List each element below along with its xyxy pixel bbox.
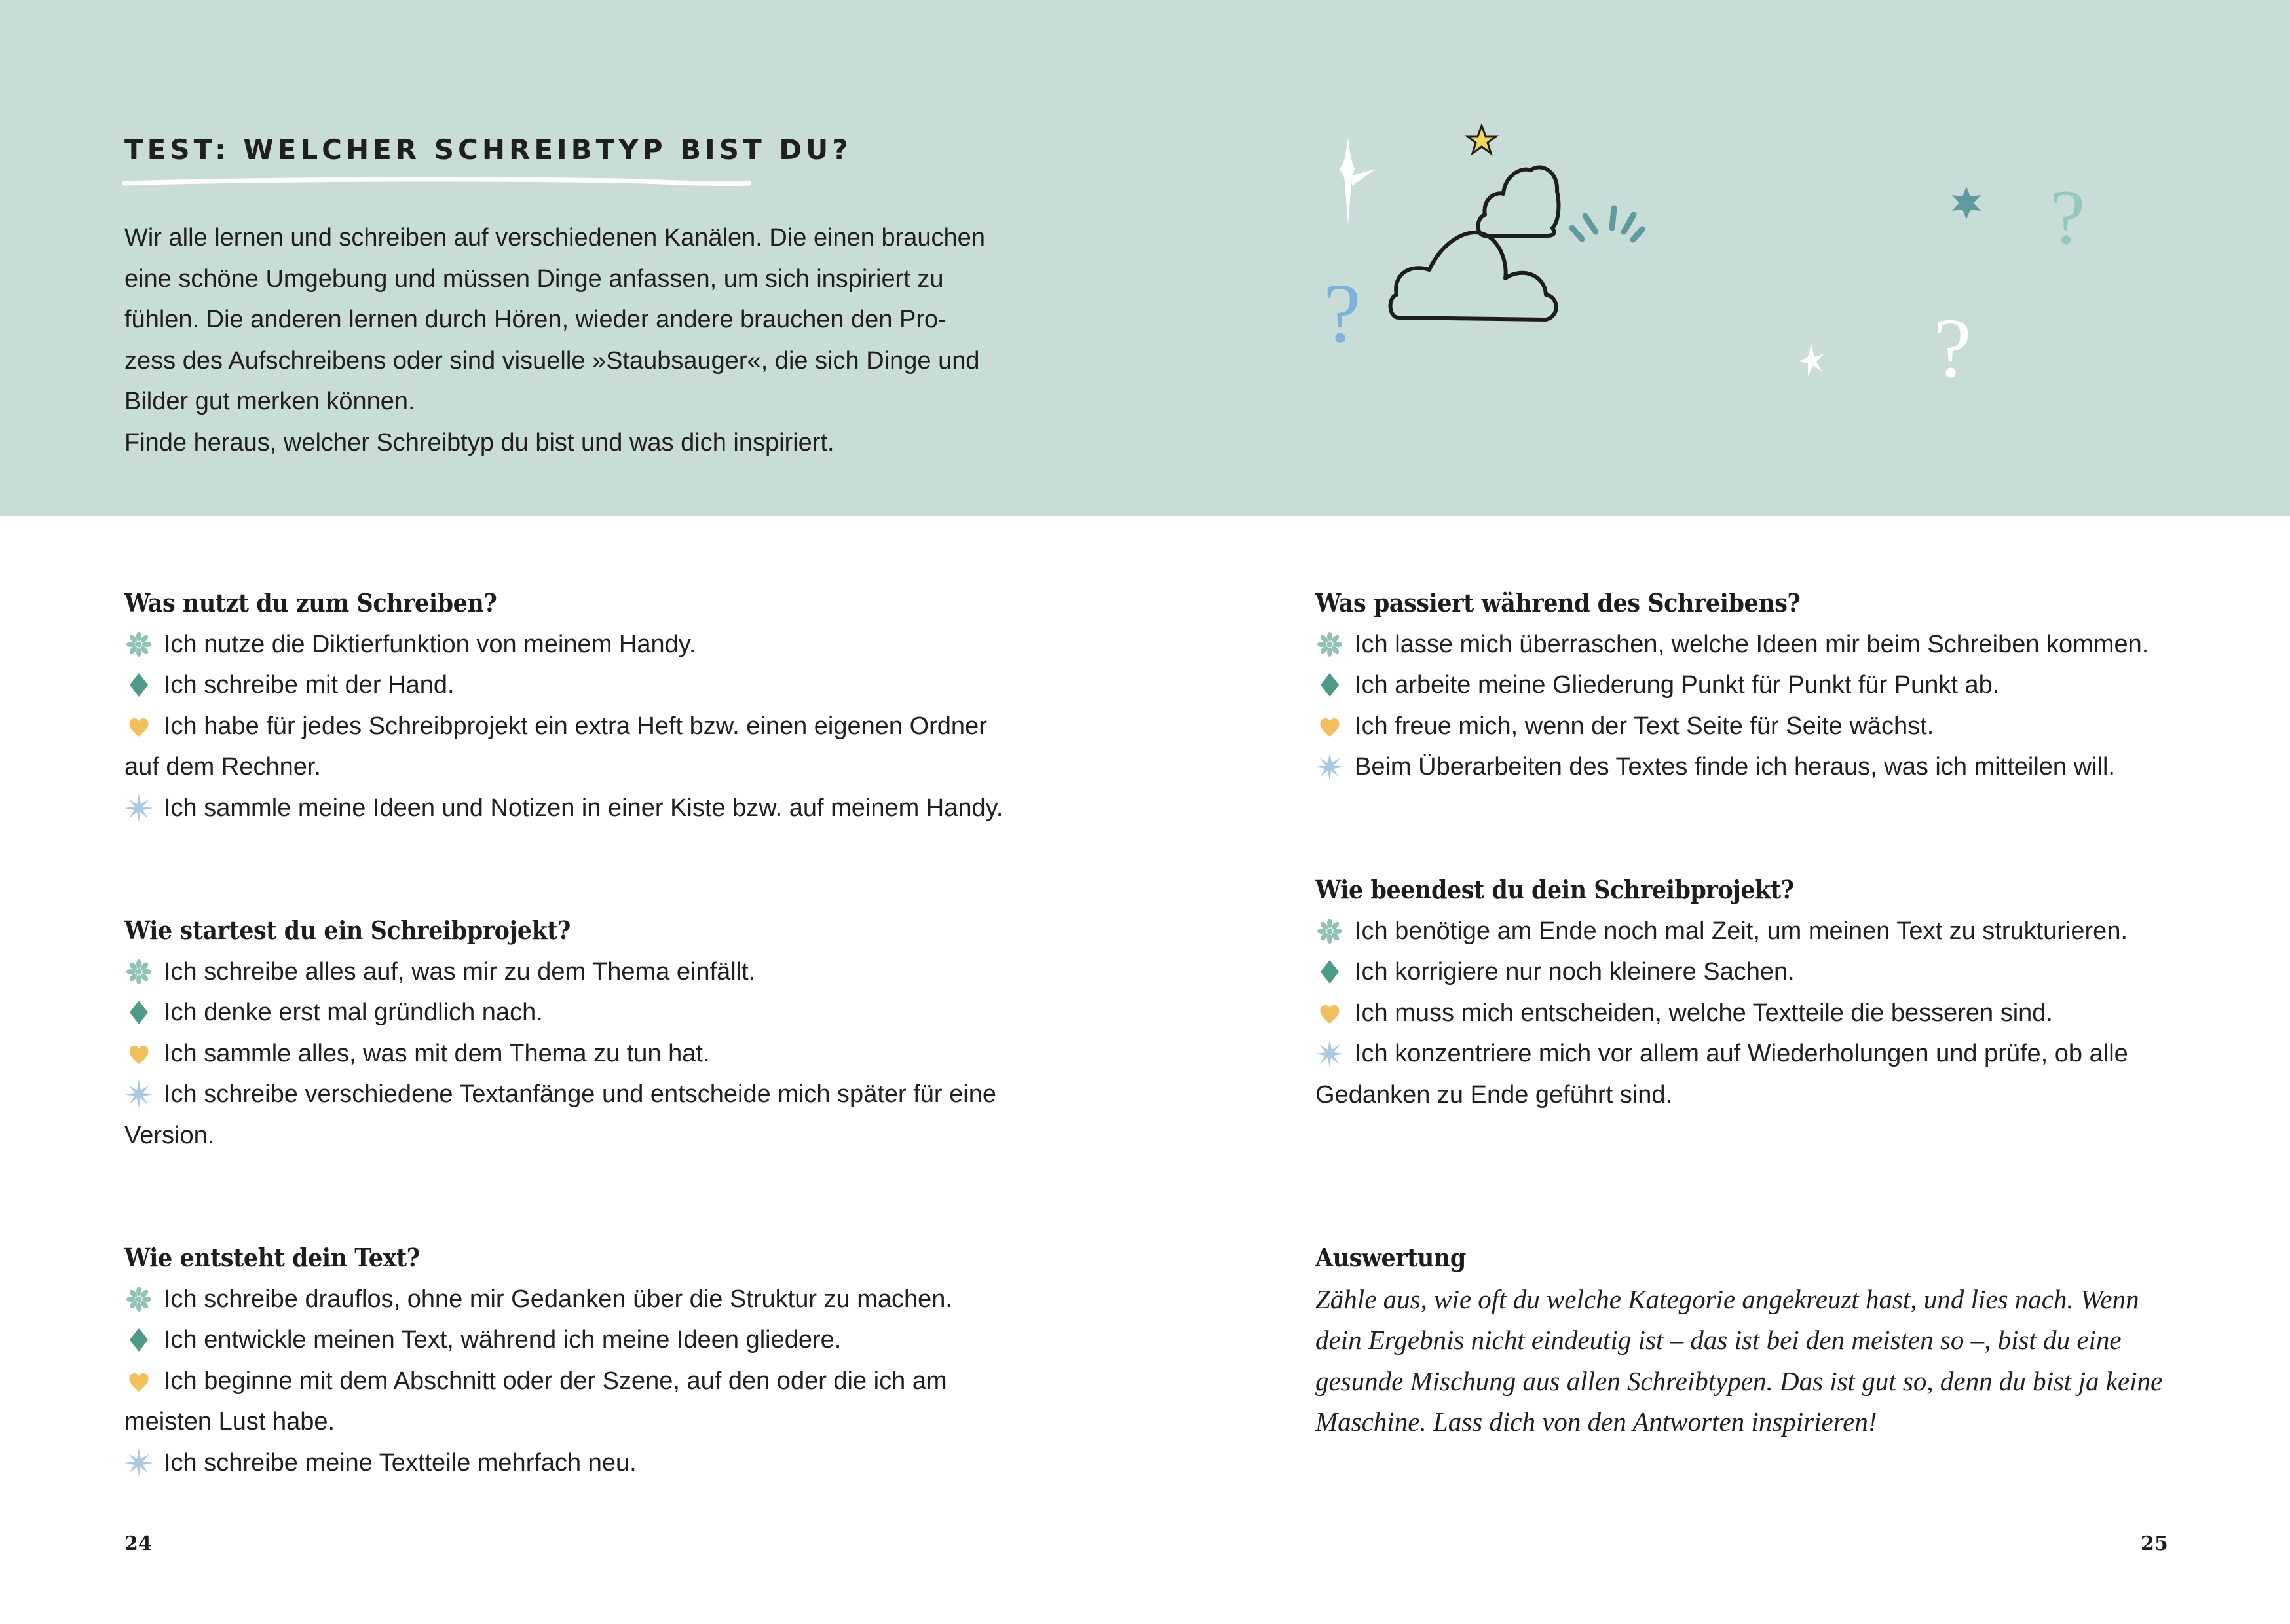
section-creation [124,1238,1055,1483]
diamond-icon [124,671,153,697]
section-evaluation [1315,1238,2187,1443]
option-flower[interactable]: Ich schreibe drauflos, ohne mir Gedanken über die Struktur zu machen. [124,1279,1055,1320]
cloud-small-icon [1478,167,1559,236]
question-mark-icon: ? [2050,174,2086,261]
intro-line: Wir alle lernen und schreiben auf verschiedenen Kanälen. Die einen brauchen [124,224,985,251]
question-mark-icon: ? [1323,267,1361,361]
question-mark-icon: ? [1934,301,1972,393]
page-number-right: 25 [2141,1532,2168,1555]
intro-line: Finde heraus, welcher Schreibtyp du bist und was dich inspiriert. [124,428,835,456]
starburst-icon [1315,752,1344,779]
option-star[interactable]: Ich konzentriere mich vor allem auf Wiederholungen und prüfe, ob alle Gedanken zu Ende geführt sind. [1315,1040,2128,1109]
option-flower[interactable]: Ich nutze die Diktierfunktion von meinem Handy. [124,624,1055,665]
heart-icon [124,1367,153,1393]
option-star[interactable]: Ich schreibe verschiedene Textanfänge und entscheide mich später für eine Version. [124,1080,996,1149]
option-heart[interactable]: Ich freue mich, wenn der Text Seite für Seite wächst. [1315,706,2193,747]
heart-icon [124,1039,153,1065]
illustration [1310,98,2162,393]
diamond-icon [124,998,153,1024]
evaluation-heading: Auswertung [1315,1243,1466,1272]
option-heart[interactable]: Ich muss mich entscheiden, welche Textteile die besseren sind. [1315,993,2193,1034]
heart-icon [124,712,153,738]
flower-icon [1315,630,1344,656]
section-heading: Wie entsteht dein Text? [124,1243,420,1272]
flower-icon [1315,917,1344,943]
option-flower[interactable]: Ich benötige am Ende noch mal Zeit, um meinen Text zu strukturieren. [1315,911,2193,952]
option-heart[interactable]: Ich beginne mit dem Abschnitt oder der Szene, auf den oder die ich am meisten Lust habe. [124,1367,947,1435]
intro-line: Bilder gut merken können. [124,388,415,415]
intro-line: zess des Aufschreibens oder sind visuelle »Staubsauger«, die sich Dinge und [124,346,980,375]
starburst-icon [124,794,153,820]
starburst-icon [124,1080,153,1106]
section-heading: Was passiert während des Schreibens? [1315,588,1801,618]
option-star[interactable]: Beim Überarbeiten des Textes finde ich heraus, was ich mitteilen will. [1315,747,2193,788]
option-star[interactable]: Ich sammle meine Ideen und Notizen in einer Kiste bzw. auf meinem Handy. [124,788,1055,829]
page-title: TEST: WELCHER SCHREIBTYP BIST DU? [124,134,852,166]
option-heart[interactable]: Ich sammle alles, was mit dem Thema zu tun hat. [124,1033,1055,1075]
star-teal-icon [1952,187,1981,219]
option-diamond[interactable]: Ich denke erst mal gründlich nach. [124,992,1055,1033]
title-underline [122,175,752,190]
section-heading: Was nutzt du zum Schreiben? [124,588,497,618]
intro-paragraph [124,217,1055,463]
option-flower[interactable]: Ich schreibe alles auf, was mir zu dem Thema einfällt. [124,951,1055,993]
starburst-icon [124,1449,153,1475]
option-diamond[interactable]: Ich schreibe mit der Hand. [124,665,1055,706]
rays-icon [1572,208,1642,240]
option-star[interactable]: Ich schreibe meine Textteile mehrfach neu. [124,1443,1055,1484]
option-diamond[interactable]: Ich korrigiere nur noch kleinere Sachen. [1315,951,2193,993]
diamond-icon [1315,957,1344,984]
intro-line: fühlen. Die anderen lernen durch Hören, wieder andere brauchen den Pro- [124,306,947,333]
flower-icon [124,630,153,656]
intro-line: eine schöne Umgebung und müssen Dinge anfassen, um sich inspiriert zu [124,265,944,293]
section-heading: Wie beendest du dein Schreibprojekt? [1315,875,1794,904]
flower-icon [124,957,153,984]
sparkle-icon [1339,138,1376,224]
diamond-icon [1315,671,1344,697]
option-diamond[interactable]: Ich arbeite meine Gliederung Punkt für Punkt für Punkt ab. [1315,665,2193,706]
heart-icon [1315,712,1344,738]
option-diamond[interactable]: Ich entwickle meinen Text, während ich meine Ideen gliedere. [124,1320,1055,1361]
section-start [124,910,1055,1156]
flower-icon [124,1285,153,1311]
evaluation-text: Zähle aus, wie oft du welche Kategorie angekreuzt hast, und lies nach. Wenn dein Ergebnis nicht eindeutig ist – das ist bei den meisten so –, bist du eine gesunde Mischung aus allen Schreibtypen. Das ist gut so, denn du bist ja keine Maschine. Lass dich von den Antworten inspirieren! [1315,1283,2163,1437]
option-flower[interactable]: Ich lasse mich überraschen, welche Ideen mir beim Schreiben kommen. [1315,624,2193,665]
cloud-icon [1391,232,1556,320]
section-during [1315,583,2193,788]
option-heart[interactable]: Ich habe für jedes Schreibprojekt ein extra Heft bzw. einen eigenen Ordner auf dem Rechner. [124,712,987,781]
star-icon [1467,126,1496,153]
diamond-icon [124,1325,153,1352]
section-finish [1315,870,2193,1115]
sparkle-small-icon [1799,344,1824,377]
section-heading: Wie startest du ein Schreibprojekt? [124,915,571,945]
page-number-left: 24 [124,1532,152,1555]
section-tools [124,583,1055,828]
starburst-icon [1315,1039,1344,1065]
heart-icon [1315,999,1344,1025]
